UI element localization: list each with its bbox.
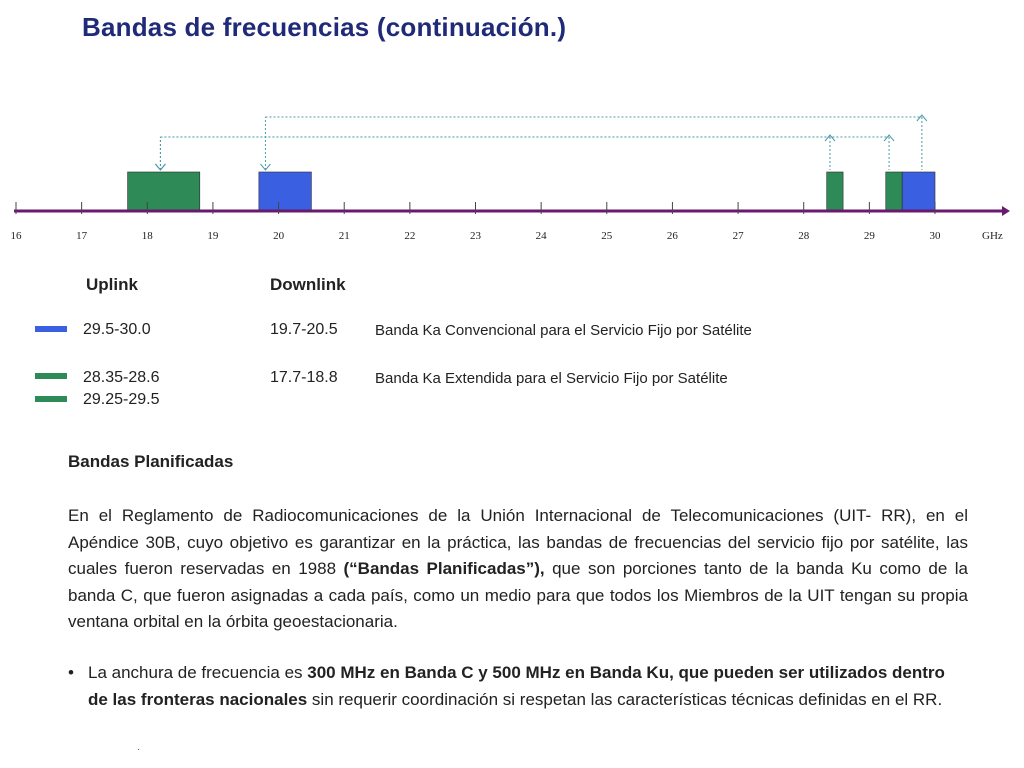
tick-label: 29 bbox=[863, 230, 875, 242]
tick-label: 21 bbox=[338, 230, 350, 242]
tick-label: 19 bbox=[207, 230, 219, 242]
legend-swatch-green bbox=[35, 396, 67, 402]
uplink-range-2: 28.35-28.6 bbox=[83, 369, 160, 386]
legend-swatch-blue bbox=[35, 326, 67, 332]
bullet-item bbox=[68, 660, 948, 713]
frequency-band-block bbox=[259, 172, 312, 210]
band-description-1: Banda Ka Convencional para el Servicio Fijo por Satélite bbox=[375, 322, 752, 339]
frequency-band-block bbox=[902, 172, 935, 210]
frequency-band-block bbox=[128, 172, 200, 210]
bullet-dot-icon: • bbox=[68, 663, 74, 682]
tick-label: 17 bbox=[76, 230, 88, 242]
frequency-band-block bbox=[886, 172, 902, 210]
uplink-range-3: 29.25-29.5 bbox=[83, 391, 160, 408]
band-description-2: Banda Ka Extendida para el Servicio Fijo por Satélite bbox=[375, 370, 728, 387]
downlink-range-1: 19.7-20.5 bbox=[270, 321, 338, 338]
bullet-text-part: La anchura de frecuencia es bbox=[88, 663, 308, 682]
downlink-range-2: 17.7-18.8 bbox=[270, 369, 338, 386]
tick-label: 26 bbox=[666, 230, 678, 242]
pairing-arrows bbox=[155, 115, 926, 170]
paragraph-text-part: que son porciones tanto de la banda Ku como de la banda C, que fueron asignadas a cada país, como un medio para que todos los Miembros de la UIT tengan su propia ventana orbital en la órbita geoestacionaria. bbox=[68, 559, 968, 631]
section-title: Bandas Planificadas bbox=[68, 452, 234, 471]
uplink-header: Uplink bbox=[86, 275, 138, 294]
tick-label: 28 bbox=[798, 230, 810, 242]
bullet-text-part: sin requerir coordinación si respetan las características técnicas definidas en el RR. bbox=[307, 689, 943, 709]
bullet-bold-part: 300 MHz en Banda C y 500 MHz en Banda Ku, que pueden ser utilizados dentro de las fronteras nacionales bbox=[88, 663, 945, 709]
tick-label: 22 bbox=[404, 230, 416, 242]
axis-arrowhead bbox=[1002, 206, 1010, 216]
tick-label: 20 bbox=[273, 230, 285, 242]
uplink-range-1: 29.5-30.0 bbox=[83, 321, 151, 338]
band-blocks bbox=[128, 172, 935, 210]
tick-label: 18 bbox=[141, 230, 153, 242]
tick-label: 30 bbox=[929, 230, 941, 242]
frequency-band-block bbox=[827, 172, 843, 210]
paragraph-bold-part: (“Bandas Planificadas”), bbox=[343, 559, 545, 578]
tick-label: 24 bbox=[535, 230, 547, 242]
planned-bands-paragraph bbox=[68, 503, 968, 636]
paragraph-text-part: En el Reglamento de Radiocomunicaciones de la Unión Internacional de Telecomunicaciones (UIT- RR), en el Apéndice 30B, cuyo objetivo es garantizar en la práctica, las bandas de frecuencias del servicio fijo por satélite, las cuales fueron reservadas en 1988 bbox=[68, 506, 968, 578]
axis-unit-label: GHz bbox=[982, 230, 1003, 242]
page-title: Bandas de frecuencias (continuación.) bbox=[82, 12, 567, 42]
stray-mark: · bbox=[137, 744, 141, 755]
tick-label: 16 bbox=[10, 230, 22, 242]
tick-label: 23 bbox=[470, 230, 481, 242]
frequency-spectrum-diagram bbox=[0, 0, 1024, 250]
tick-label: 25 bbox=[601, 230, 613, 242]
downlink-header: Downlink bbox=[270, 275, 346, 294]
legend-swatch-green bbox=[35, 373, 67, 379]
tick-label: 27 bbox=[732, 230, 744, 242]
